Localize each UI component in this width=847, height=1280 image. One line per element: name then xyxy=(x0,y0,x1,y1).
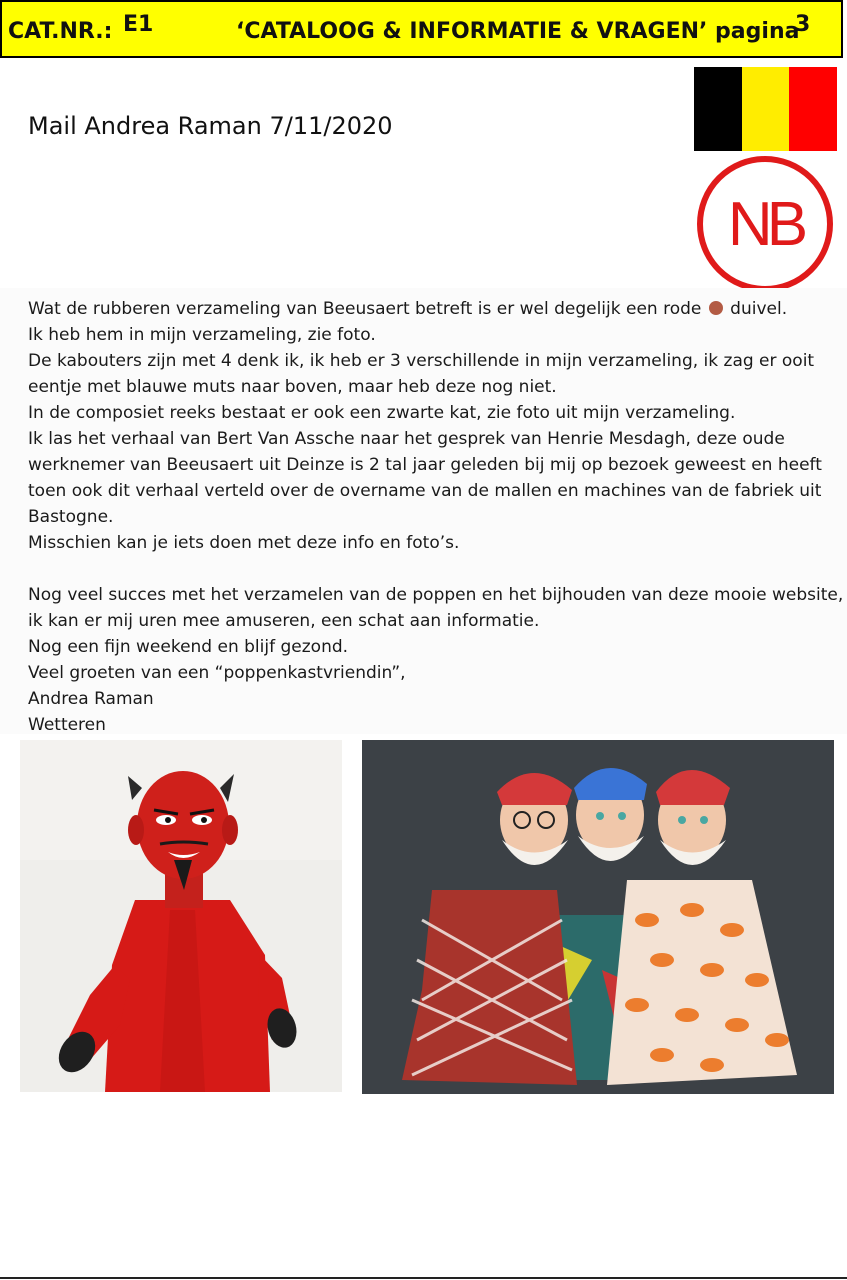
letter-line: Wat de rubberen verzameling van Beeusaert betreft is er wel degelijk een rode duivel. xyxy=(28,299,788,319)
letter-line: werknemer van Beeusaert uit Deinze is 2 tal jaar geleden bij mij op bezoek geweest en heeft xyxy=(28,455,822,475)
letter-line: Ik heb hem in mijn verzameling, zie foto. xyxy=(28,325,376,345)
page-number: 3 xyxy=(795,12,811,37)
letter-line: Bastogne. xyxy=(28,507,114,527)
header-bar xyxy=(0,0,843,58)
devil-emoji-icon xyxy=(709,301,723,315)
letter-text xyxy=(0,288,847,734)
cat-number: E1 xyxy=(123,12,154,37)
letter-line: toen ook dit verhaal verteld over de overname van de mallen en machines van de fabriek uit xyxy=(28,481,822,501)
letter-line: De kabouters zijn met 4 denk ik, ik heb er 3 verschillende in mijn verzameling, ik zag er ooit xyxy=(28,351,815,371)
letter-line: Veel groeten van een “poppenkastvriendin”, xyxy=(28,663,406,683)
mail-title: Mail Andrea Raman 7/11/2020 xyxy=(28,112,393,140)
letter-line: Ik las het verhaal van Bert Van Assche naar het gesprek van Henrie Mesdagh, deze oude xyxy=(28,429,785,449)
letter-line: Andrea Raman xyxy=(28,689,154,709)
letter-line: Nog veel succes met het verzamelen van de poppen en het bijhouden van deze mooie website, xyxy=(28,585,844,605)
cat-label: CAT.NR.: xyxy=(8,19,113,44)
nb-logo xyxy=(697,156,833,292)
devil-puppet-illustration xyxy=(20,740,342,1092)
gnome-puppets-photo xyxy=(362,740,834,1094)
bottom-rule xyxy=(0,1277,847,1279)
flag-stripe-yellow xyxy=(742,67,790,151)
letter-line: Misschien kan je iets doen met deze info en foto’s. xyxy=(28,533,460,553)
flag-stripe-black xyxy=(694,67,742,151)
flag-stripe-red xyxy=(789,67,837,151)
gnome-puppets-illustration xyxy=(362,740,834,1094)
letter-line: ik kan er mij uren mee amuseren, een schat aan informatie. xyxy=(28,611,540,631)
header-title: ‘CATALOOG & INFORMATIE & VRAGEN’ pagina xyxy=(236,19,800,44)
devil-puppet-photo xyxy=(20,740,342,1092)
letter-line: Nog een fijn weekend en blijf gezond. xyxy=(28,637,349,657)
belgian-flag xyxy=(694,67,837,151)
letter-line: Wetteren xyxy=(28,715,106,735)
nb-logo-text: NB xyxy=(727,189,803,259)
letter-line: In de composiet reeks bestaat er ook een zwarte kat, zie foto uit mijn verzameling. xyxy=(28,403,736,423)
letter-line: eentje met blauwe muts naar boven, maar heb deze nog niet. xyxy=(28,377,557,397)
